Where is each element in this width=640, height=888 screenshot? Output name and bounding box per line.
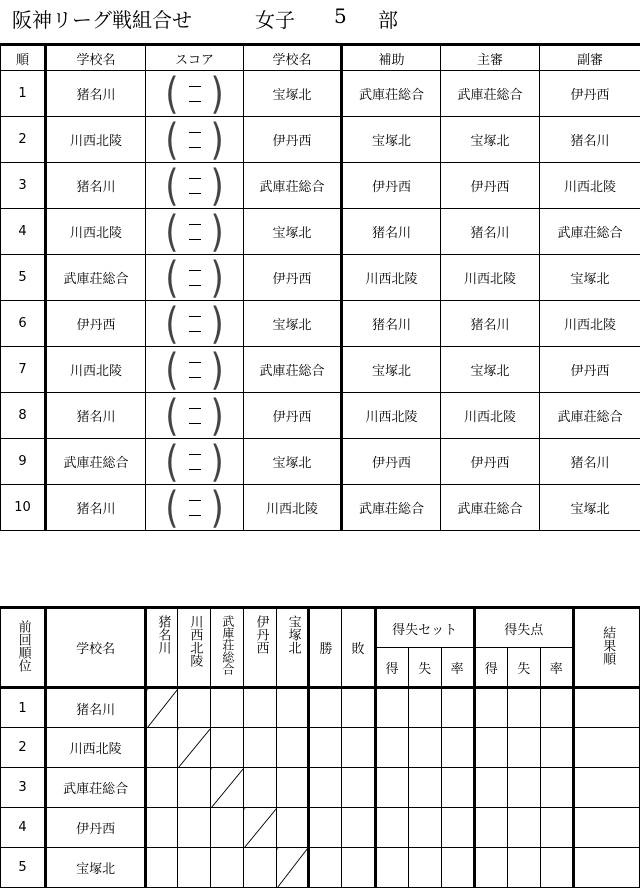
- left-bracket: (: [165, 484, 179, 531]
- table-row: [1, 255, 640, 301]
- right-bracket: ): [210, 438, 224, 485]
- school-cell: 武庫荘総合: [46, 768, 146, 808]
- school-a-cell: 川西北陵: [46, 117, 146, 163]
- result-rank-cell[interactable]: [573, 728, 639, 768]
- set-gain-cell[interactable]: [375, 768, 408, 808]
- header-school: 学校名: [46, 608, 146, 688]
- school-a-cell: 川西北陵: [46, 347, 146, 393]
- school-b-cell: 川西北陵: [244, 485, 342, 531]
- self-match-cell: [277, 848, 309, 888]
- left-bracket: (: [165, 392, 179, 439]
- table-row: [1, 301, 640, 347]
- result-cell[interactable]: [277, 688, 309, 728]
- page-title: [12, 4, 632, 36]
- point-rate-cell[interactable]: [540, 848, 573, 888]
- score-cell[interactable]: [146, 301, 244, 347]
- header-point-gain: 得: [474, 648, 507, 688]
- set-loss-cell[interactable]: [408, 768, 441, 808]
- header-opponent-3: 武庫荘総合: [211, 608, 244, 688]
- result-cell[interactable]: [146, 808, 178, 848]
- table-row: [1, 393, 640, 439]
- self-match-cell: [244, 808, 277, 848]
- result-cell[interactable]: [178, 688, 211, 728]
- point-rate-cell[interactable]: [540, 688, 573, 728]
- left-bracket: (: [165, 300, 179, 347]
- assistant-cell: 川西北陵: [342, 255, 441, 301]
- result-cell[interactable]: [178, 808, 211, 848]
- header-result-rank: 結果順: [573, 608, 639, 688]
- result-rank-cell[interactable]: [573, 848, 639, 888]
- school-cell: 川西北陵: [46, 728, 146, 768]
- table-row: [1, 347, 640, 393]
- subreferee-cell: 猪名川: [540, 439, 640, 485]
- header-opponent-4: 伊丹西: [244, 608, 277, 688]
- left-bracket: (: [165, 438, 179, 485]
- point-loss-cell[interactable]: [507, 688, 540, 728]
- set-rate-cell[interactable]: [441, 848, 474, 888]
- header-set-loss: 失: [408, 648, 441, 688]
- right-bracket: ): [210, 484, 224, 531]
- referee-cell: 川西北陵: [441, 393, 540, 439]
- score-dashes: [189, 447, 201, 477]
- school-a-cell: 武庫荘総合: [46, 439, 146, 485]
- score-cell[interactable]: [146, 439, 244, 485]
- self-match-cell: [146, 688, 178, 728]
- subreferee-cell: 猪名川: [540, 117, 640, 163]
- table-row: [1, 808, 640, 848]
- self-match-cell: [211, 768, 244, 808]
- score-dashes: [189, 493, 201, 523]
- losses-cell[interactable]: [342, 808, 375, 848]
- score-cell[interactable]: [146, 71, 244, 117]
- school-b-cell: 宝塚北: [244, 71, 342, 117]
- set-gain-cell[interactable]: [375, 848, 408, 888]
- set-gain-cell[interactable]: [375, 728, 408, 768]
- right-bracket: ): [210, 254, 224, 301]
- losses-cell[interactable]: [342, 768, 375, 808]
- self-match-cell: [178, 728, 211, 768]
- header-set-group: 得失セット: [375, 608, 474, 648]
- score-dashes: [189, 125, 201, 155]
- header-school-b: 学校名: [244, 45, 342, 71]
- subreferee-cell: 武庫荘総合: [540, 393, 640, 439]
- match-number-cell: 10: [1, 485, 46, 531]
- header-score: スコア: [146, 45, 244, 71]
- score-entry[interactable]: [146, 117, 243, 162]
- set-rate-cell[interactable]: [441, 808, 474, 848]
- result-cell[interactable]: [146, 728, 178, 768]
- assistant-cell: 宝塚北: [342, 347, 441, 393]
- title-gender: 女子: [255, 8, 295, 32]
- score-cell[interactable]: [146, 117, 244, 163]
- school-a-cell: 武庫荘総合: [46, 255, 146, 301]
- school-a-cell: 伊丹西: [46, 301, 146, 347]
- match-schedule-table: [0, 43, 640, 531]
- point-gain-cell[interactable]: [474, 848, 507, 888]
- point-gain-cell[interactable]: [474, 688, 507, 728]
- point-loss-cell[interactable]: [507, 808, 540, 848]
- table-row: [1, 485, 640, 531]
- right-bracket: ): [210, 116, 224, 163]
- table-row: [1, 728, 640, 768]
- header-referee: 主審: [441, 45, 540, 71]
- school-b-cell: 伊丹西: [244, 117, 342, 163]
- point-gain-cell[interactable]: [474, 808, 507, 848]
- school-cell: 伊丹西: [46, 808, 146, 848]
- referee-cell: 武庫荘総合: [441, 71, 540, 117]
- header-wins: 勝: [309, 608, 342, 688]
- left-bracket: (: [165, 346, 179, 393]
- right-bracket: ): [210, 300, 224, 347]
- right-bracket: ): [210, 346, 224, 393]
- score-entry[interactable]: [146, 163, 243, 208]
- referee-cell: 猪名川: [441, 209, 540, 255]
- score-entry[interactable]: [146, 71, 243, 116]
- set-rate-cell[interactable]: [441, 768, 474, 808]
- point-gain-cell[interactable]: [474, 768, 507, 808]
- result-cell[interactable]: [146, 848, 178, 888]
- subreferee-cell: 川西北陵: [540, 301, 640, 347]
- table-row: [1, 71, 640, 117]
- referee-cell: 猪名川: [441, 301, 540, 347]
- wins-cell[interactable]: [309, 768, 342, 808]
- assistant-cell: 宝塚北: [342, 117, 441, 163]
- school-b-cell: 伊丹西: [244, 393, 342, 439]
- match-number-cell: 1: [1, 71, 46, 117]
- assistant-cell: 川西北陵: [342, 393, 441, 439]
- set-loss-cell[interactable]: [408, 728, 441, 768]
- wins-cell[interactable]: [309, 848, 342, 888]
- point-loss-cell[interactable]: [507, 848, 540, 888]
- header-point-group: 得失点: [474, 608, 573, 648]
- result-cell[interactable]: [244, 768, 277, 808]
- set-gain-cell[interactable]: [375, 808, 408, 848]
- set-loss-cell[interactable]: [408, 848, 441, 888]
- left-bracket: (: [165, 116, 179, 163]
- right-bracket: ): [210, 208, 224, 255]
- subreferee-cell: 武庫荘総合: [540, 209, 640, 255]
- standings-table: [0, 606, 640, 888]
- point-gain-cell[interactable]: [474, 728, 507, 768]
- school-b-cell: 宝塚北: [244, 209, 342, 255]
- result-cell[interactable]: [244, 728, 277, 768]
- losses-cell[interactable]: [342, 728, 375, 768]
- score-entry[interactable]: [146, 209, 243, 254]
- score-entry[interactable]: [146, 301, 243, 346]
- score-dashes: [189, 309, 201, 339]
- score-cell[interactable]: [146, 393, 244, 439]
- subreferee-cell: 伊丹西: [540, 71, 640, 117]
- title-main: 阪神リーグ戦組合せ: [12, 8, 192, 32]
- result-cell[interactable]: [277, 728, 309, 768]
- result-cell[interactable]: [244, 848, 277, 888]
- school-b-cell: 武庫荘総合: [244, 347, 342, 393]
- left-bracket: (: [165, 162, 179, 209]
- prev-rank-cell: 4: [1, 808, 46, 848]
- header-point-loss: 失: [507, 648, 540, 688]
- point-rate-cell[interactable]: [540, 808, 573, 848]
- assistant-cell: 武庫荘総合: [342, 71, 441, 117]
- subreferee-cell: 伊丹西: [540, 347, 640, 393]
- score-entry[interactable]: [146, 393, 243, 438]
- set-rate-cell[interactable]: [441, 688, 474, 728]
- wins-cell[interactable]: [309, 728, 342, 768]
- assistant-cell: 武庫荘総合: [342, 485, 441, 531]
- header-opponent-5: 宝塚北: [277, 608, 309, 688]
- school-cell: 宝塚北: [46, 848, 146, 888]
- point-loss-cell[interactable]: [507, 768, 540, 808]
- subreferee-cell: 宝塚北: [540, 255, 640, 301]
- assistant-cell: 猪名川: [342, 209, 441, 255]
- school-a-cell: 猪名川: [46, 393, 146, 439]
- left-bracket: (: [165, 254, 179, 301]
- losses-cell[interactable]: [342, 848, 375, 888]
- assistant-cell: 伊丹西: [342, 439, 441, 485]
- header-set-rate: 率: [441, 648, 474, 688]
- prev-rank-cell: 3: [1, 768, 46, 808]
- subreferee-cell: 川西北陵: [540, 163, 640, 209]
- referee-cell: 宝塚北: [441, 117, 540, 163]
- school-b-cell: 宝塚北: [244, 439, 342, 485]
- match-number-cell: 7: [1, 347, 46, 393]
- point-loss-cell[interactable]: [507, 728, 540, 768]
- set-rate-cell[interactable]: [441, 728, 474, 768]
- result-cell[interactable]: [277, 768, 309, 808]
- score-entry[interactable]: [146, 439, 243, 484]
- score-cell[interactable]: [146, 209, 244, 255]
- result-cell[interactable]: [146, 768, 178, 808]
- score-dashes: [189, 263, 201, 293]
- header-prev-rank: 前回順位: [1, 608, 46, 688]
- match-number-cell: 6: [1, 301, 46, 347]
- score-cell[interactable]: [146, 163, 244, 209]
- point-rate-cell[interactable]: [540, 728, 573, 768]
- school-a-cell: 川西北陵: [46, 209, 146, 255]
- match-number-cell: 8: [1, 393, 46, 439]
- referee-cell: 伊丹西: [441, 439, 540, 485]
- result-rank-cell[interactable]: [573, 688, 639, 728]
- header-assistant: 補助: [342, 45, 441, 71]
- header-set-gain: 得: [375, 648, 408, 688]
- header-opponent-1: 猪名川: [146, 608, 178, 688]
- table-row: [1, 848, 640, 888]
- wins-cell[interactable]: [309, 808, 342, 848]
- result-rank-cell[interactable]: [573, 768, 639, 808]
- prev-rank-cell: 1: [1, 688, 46, 728]
- table-row: [1, 768, 640, 808]
- header-school-a: 学校名: [46, 45, 146, 71]
- school-b-cell: 宝塚北: [244, 301, 342, 347]
- result-cell[interactable]: [178, 768, 211, 808]
- score-cell[interactable]: [146, 485, 244, 531]
- title-division-label: 部: [378, 8, 398, 32]
- referee-cell: 川西北陵: [441, 255, 540, 301]
- header-losses: 敗: [342, 608, 375, 688]
- left-bracket: (: [165, 208, 179, 255]
- match-number-cell: 2: [1, 117, 46, 163]
- school-a-cell: 猪名川: [46, 485, 146, 531]
- score-dashes: [189, 355, 201, 385]
- school-cell: 猪名川: [46, 688, 146, 728]
- table-row: [1, 688, 640, 728]
- score-dashes: [189, 171, 201, 201]
- result-cell[interactable]: [211, 728, 244, 768]
- match-number-cell: 5: [1, 255, 46, 301]
- match-number-cell: 4: [1, 209, 46, 255]
- table-row: [1, 163, 640, 209]
- table-row: [1, 209, 640, 255]
- title-division-number: 5: [334, 4, 347, 28]
- header-opponent-2: 川西北陵: [178, 608, 211, 688]
- header-order: 順: [1, 45, 46, 71]
- right-bracket: ): [210, 162, 224, 209]
- header-point-rate: 率: [540, 648, 573, 688]
- result-cell[interactable]: [211, 848, 244, 888]
- prev-rank-cell: 5: [1, 848, 46, 888]
- school-a-cell: 猪名川: [46, 163, 146, 209]
- set-gain-cell[interactable]: [375, 688, 408, 728]
- result-cell[interactable]: [277, 808, 309, 848]
- wins-cell[interactable]: [309, 688, 342, 728]
- prev-rank-cell: 2: [1, 728, 46, 768]
- set-loss-cell[interactable]: [408, 688, 441, 728]
- result-cell[interactable]: [211, 808, 244, 848]
- subreferee-cell: 宝塚北: [540, 485, 640, 531]
- result-cell[interactable]: [211, 688, 244, 728]
- score-dashes: [189, 401, 201, 431]
- table-row: [1, 439, 640, 485]
- school-b-cell: 伊丹西: [244, 255, 342, 301]
- assistant-cell: 伊丹西: [342, 163, 441, 209]
- result-cell[interactable]: [178, 848, 211, 888]
- score-entry[interactable]: [146, 485, 243, 530]
- match-number-cell: 3: [1, 163, 46, 209]
- score-entry[interactable]: [146, 255, 243, 300]
- point-rate-cell[interactable]: [540, 768, 573, 808]
- set-loss-cell[interactable]: [408, 808, 441, 848]
- score-cell[interactable]: [146, 347, 244, 393]
- score-entry[interactable]: [146, 347, 243, 392]
- match-number-cell: 9: [1, 439, 46, 485]
- result-rank-cell[interactable]: [573, 808, 639, 848]
- score-dashes: [189, 217, 201, 247]
- score-cell[interactable]: [146, 255, 244, 301]
- score-dashes: [189, 79, 201, 109]
- header-subreferee: 副審: [540, 45, 640, 71]
- left-bracket: (: [165, 70, 179, 117]
- referee-cell: 伊丹西: [441, 163, 540, 209]
- right-bracket: ): [210, 392, 224, 439]
- losses-cell[interactable]: [342, 688, 375, 728]
- result-cell[interactable]: [244, 688, 277, 728]
- referee-cell: 宝塚北: [441, 347, 540, 393]
- referee-cell: 武庫荘総合: [441, 485, 540, 531]
- table-row: [1, 117, 640, 163]
- school-a-cell: 猪名川: [46, 71, 146, 117]
- right-bracket: ): [210, 70, 224, 117]
- assistant-cell: 猪名川: [342, 301, 441, 347]
- school-b-cell: 武庫荘総合: [244, 163, 342, 209]
